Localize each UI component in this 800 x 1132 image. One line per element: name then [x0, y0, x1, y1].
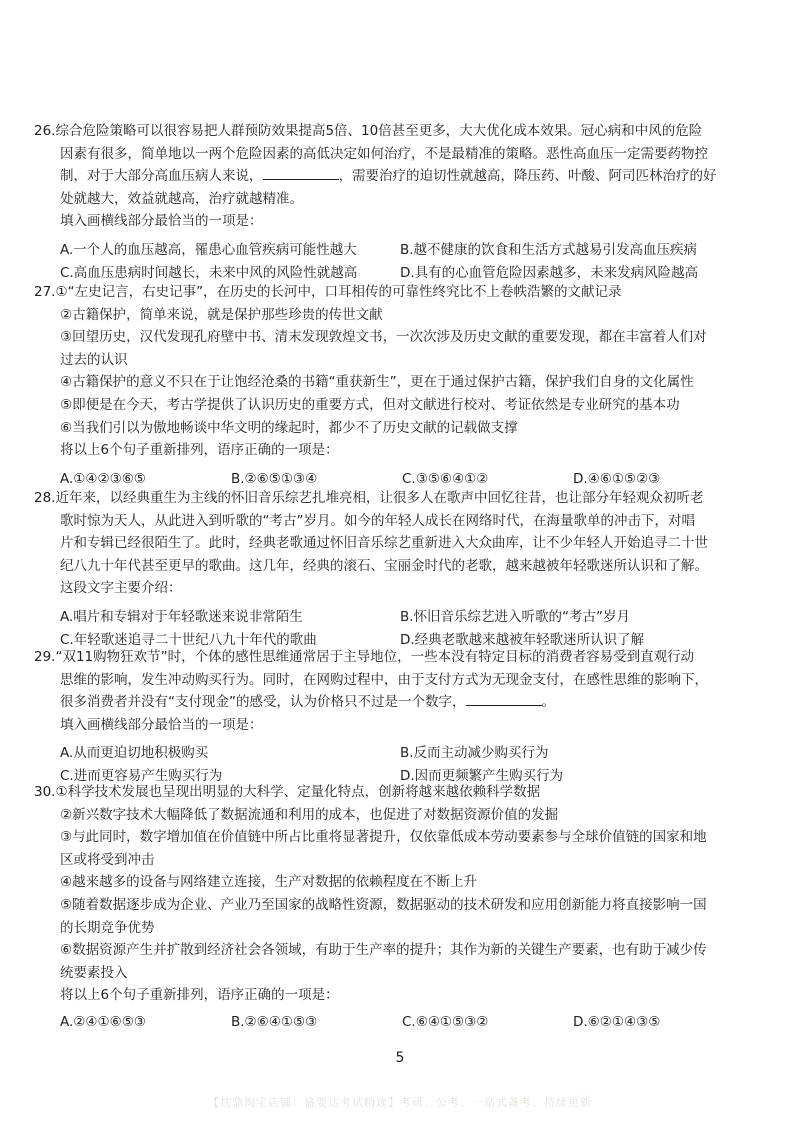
q27-line: ⑥当我们引以为傲地畅谈中华文明的缘起时，都少不了历史文献的记载做支撑: [60, 419, 518, 436]
q27-line: ④古籍保护的意义不只在于让饱经沧桑的书籍“重获新生”，更在于通过保护古籍，保护我们自身的文化属性: [60, 374, 694, 391]
option-a[interactable]: A.从而更迫切地积极购买: [60, 745, 209, 762]
option-d[interactable]: D.因而更频繁产生购买行为: [400, 767, 564, 784]
q30-line: ②新兴数字技术大幅降低了数据流通和利用的成本，也促进了对数据资源价值的发掘: [60, 806, 559, 823]
q30-line: ④越来越多的设备与网络建立连接，生产对数据的依赖程度在不断上升: [60, 874, 478, 891]
fill-in-blank: [263, 166, 339, 180]
option-c[interactable]: C.高血压患病时间越长，未来中风的风险性就越高: [60, 264, 358, 281]
option-a[interactable]: A.唱片和专辑对于年轻歌迷来说非常陌生: [60, 608, 303, 625]
q29-prompt: 填入画横线部分最恰当的一项是：: [60, 716, 263, 733]
option-b[interactable]: B.②⑥⑤①③④: [231, 470, 318, 487]
q29-line: 思维的影响，发生冲动购买行为。同时，在网购过程中，由于支付方式为无现金支付，在感性思维的影响下，: [60, 671, 708, 688]
q30-line: 区或将受到冲击: [60, 851, 155, 868]
q27-line: ②古籍保护，简单来说，就是保护那些珍贵的传世文献: [60, 306, 383, 323]
q26-options: [34, 239, 774, 284]
option-c[interactable]: C.③⑤⑥④①②: [402, 470, 489, 487]
q30-line: ③与此同时，数字增加值在价值链中所占比重将显著提升，仅依靠低成本劳动要素参与全球价值链的国家和地: [60, 829, 707, 846]
q28-line: 歌时惊为天人，从此进入到听歌的“考古”岁月。如今的年轻人成长在网络时代，在海量歌单的冲击下，对唱: [60, 512, 695, 529]
q26-text: ，需要治疗的迫切性就越高，降压药、叶酸、阿司匹林治疗的好: [338, 168, 717, 185]
option-b[interactable]: B.反而主动减少购买行为: [400, 745, 549, 762]
q30-line: ⑤随着数据逐步成为企业、产业乃至国家的战略性资源，数据驱动的技术研发和应用创新能力将直接影响一国: [60, 896, 707, 913]
q26-prompt: 填入画横线部分最恰当的一项是：: [60, 213, 263, 230]
q26-text: 制，对于大部分高血压病人来说，: [60, 168, 263, 185]
q26-line: 处就越大，效益就越高，治疗就越精准。: [60, 190, 303, 207]
option-a[interactable]: A.②④①⑥⑤③: [60, 1013, 146, 1030]
option-b[interactable]: B.越不健康的饮食和生活方式越易引发高血压疾病: [400, 241, 698, 258]
option-b[interactable]: B.怀旧音乐综艺进入听歌的“考古”岁月: [400, 608, 631, 625]
option-d[interactable]: D.经典老歌越来越被年轻歌迷所认识了解: [400, 631, 645, 648]
option-c[interactable]: C.进而更容易产生购买行为: [60, 767, 223, 784]
option-c[interactable]: C.年轻歌迷追寻二十世纪八九十年代的歌曲: [60, 631, 317, 648]
q27-line: 过去的认识: [60, 351, 128, 368]
q30-line: 30.①科学技术发展也呈现出明显的大科学、定量化特点，创新将越来越依赖科学数据: [34, 784, 541, 800]
q27-prompt: 将以上6个句子重新排列，语序正确的一项是：: [60, 442, 339, 459]
option-a[interactable]: A.①④②③⑥⑤: [60, 470, 146, 487]
q27-line: ⑤即便是在今天，考古学提供了认识历史的重要方式，但对文献进行校对、考证依然是专业研究的基本功: [60, 396, 680, 413]
q28-options: [34, 606, 774, 651]
page-number: 5: [395, 1050, 405, 1066]
option-b[interactable]: B.②⑥④①⑤③: [231, 1013, 318, 1030]
question-29: [34, 646, 774, 788]
q27-line: 27.①“左史记言，右史记事”，在历史的长河中，口耳相传的可靠性终究比不上卷帙浩繁的文献记录: [34, 284, 622, 300]
option-d[interactable]: D.⑥②①④③⑤: [573, 1013, 661, 1030]
footer-watermark: 【扶鼎淘宝店铺：盛要达考试精选】考研、公考、一站式备考、持续更新: [208, 1096, 592, 1109]
q27-line: ③回望历史，汉代发现孔府壁中书、清末发现敦煌文书，一次次涉及历史文献的重要发现，都在丰富着人们对: [60, 329, 707, 346]
q28-line: 纪八九十年代甚至更早的歌曲。这几年，经典的滚石、宝丽金时代的老歌，越来越被年轻歌迷所认识和了解。: [60, 557, 708, 574]
option-c[interactable]: C.⑥④①⑤③②: [402, 1013, 489, 1030]
q29-line: 29.“双11购物狂欢节”时，个体的感性思维通常居于主导地位，一些本没有特定目标的消费者容易受到直观行动: [34, 649, 695, 665]
option-d[interactable]: D.④⑥①⑤②③: [573, 470, 661, 487]
q26-line: 因素有很多，简单地以一两个危险因素的高低决定如何治疗，不是最精准的策略。恶性高血压一定需要药物控: [60, 145, 708, 162]
q30-line: 统要素投入: [60, 964, 128, 981]
q29-text: 很多消费者并没有“支付现金”的感受，认为价格只不过是一个数字，: [60, 694, 466, 711]
question-26: [34, 120, 774, 284]
q29-text: 。: [541, 694, 555, 711]
q28-prompt: 这段文字主要介绍：: [60, 580, 182, 597]
question-30: [34, 781, 774, 1034]
q26-line-with-blank: [34, 165, 774, 188]
q30-line: ⑥数据资源产生并扩散到经济社会各领域，有助于生产率的提升；其作为新的关键生产要素，也有助于减少传: [60, 942, 707, 959]
q30-line: 的长期竞争优势: [60, 919, 155, 936]
option-d[interactable]: D.具有的心血管危险因素越多，未来发病风险越高: [400, 264, 699, 281]
q29-line-with-blank: [34, 691, 774, 714]
option-a[interactable]: A.一个人的血压越高，罹患心血管疾病可能性越大: [60, 241, 357, 258]
question-28: [34, 487, 774, 651]
q28-line: 片和专辑已经很陌生了。此时，经典老歌通过怀旧音乐综艺重新进入大众曲库，让不少年轻人开始追寻二十世: [60, 535, 708, 552]
q30-options: [34, 1011, 774, 1034]
question-27: [34, 281, 774, 490]
q28-line: 28.近年来，以经典重生为主线的怀旧音乐综艺扎堆亮相，让很多人在歌声中回忆往昔，也让部分年轻观众初听老: [34, 490, 704, 506]
q26-line: 26.综合危险策略可以很容易把人群预防效果提高5倍、10倍甚至更多，大大优化成本效果。冠心病和中风的危险: [34, 123, 703, 139]
q30-prompt: 将以上6个句子重新排列，语序正确的一项是：: [60, 987, 339, 1004]
fill-in-blank: [466, 692, 542, 706]
